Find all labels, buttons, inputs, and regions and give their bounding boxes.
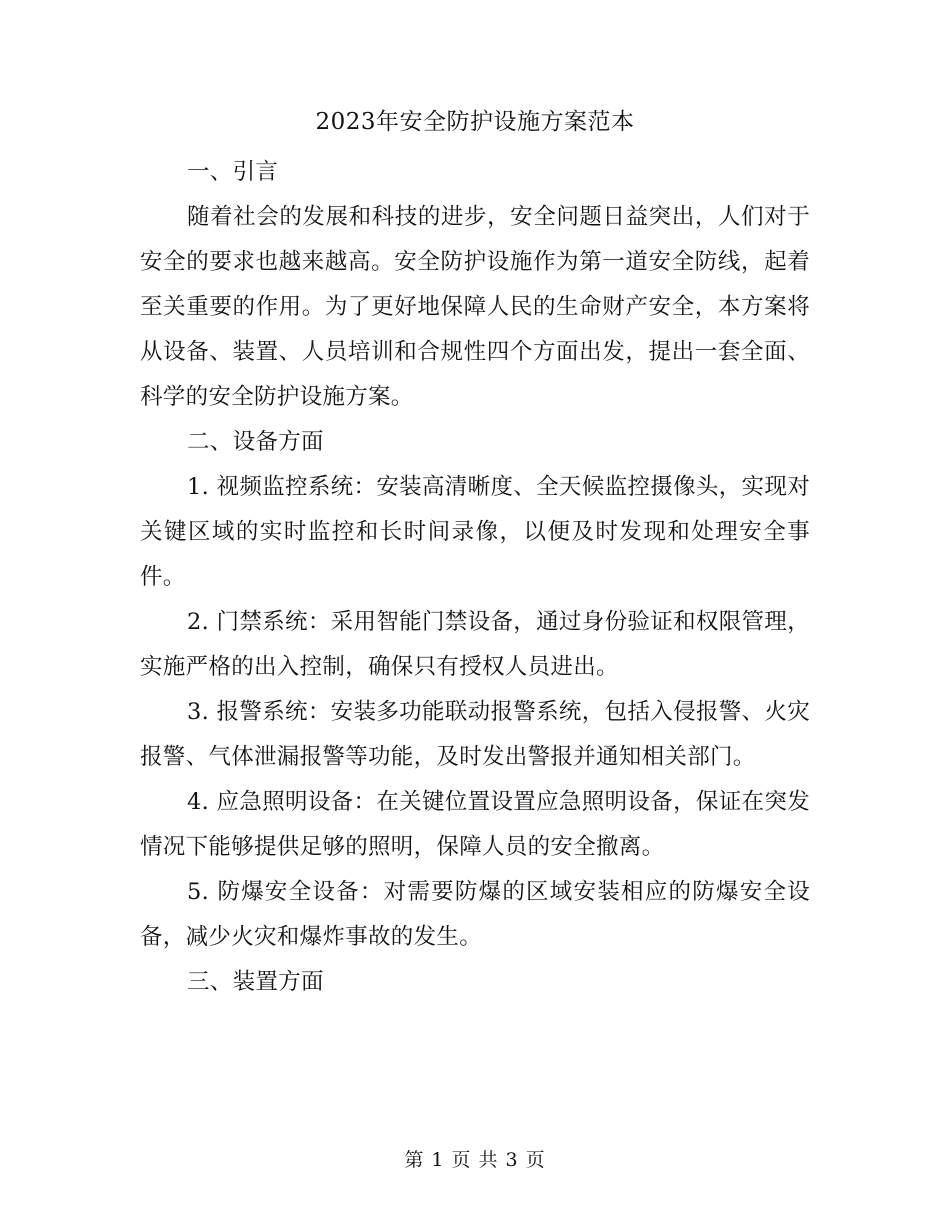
- equipment-item: 5. 防爆安全设备：对需要防爆的区域安装相应的防爆安全设备，减少火灾和爆炸事故的发生。: [140, 879, 810, 950]
- equipment-item: 1. 视频监控系统：安装高清晰度、全天候监控摄像头，实现对关键区域的实时监控和长时间录像，以便及时发现和处理安全事件。: [140, 474, 810, 590]
- equipment-item: 2. 门禁系统：采用智能门禁设备，通过身份验证和权限管理，实施严格的出入控制，确保只有授权人员进出。: [140, 609, 810, 680]
- intro-paragraph: 随着社会的发展和科技的进步，安全问题日益突出，人们对于安全的要求也越来越高。安全防护设施作为第一道安全防线，起着至关重要的作用。为了更好地保障人民的生命财产安全，本方案将从设备、装置、人员培训和合规性四个方面出发，提出一套全面、科学的安全防护设施方案。: [140, 204, 810, 410]
- section-heading-devices: 三、装置方面: [187, 969, 324, 995]
- equipment-item: 3. 报警系统：安装多功能联动报警系统，包括入侵报警、火灾报警、气体泄漏报警等功能，及时发出警报并通知相关部门。: [140, 699, 810, 770]
- document-title: 2023年安全防护设施方案范本: [315, 109, 635, 135]
- section-heading-equipment: 二、设备方面: [187, 429, 324, 455]
- equipment-item: 4. 应急照明设备：在关键位置设置应急照明设备，保证在突发情况下能够提供足够的照明，保障人员的安全撤离。: [140, 789, 810, 860]
- page-number-footer: 第 1 页 共 3 页: [404, 1149, 546, 1171]
- section-heading-intro: 一、引言: [187, 159, 279, 185]
- document-body: [140, 104, 810, 1005]
